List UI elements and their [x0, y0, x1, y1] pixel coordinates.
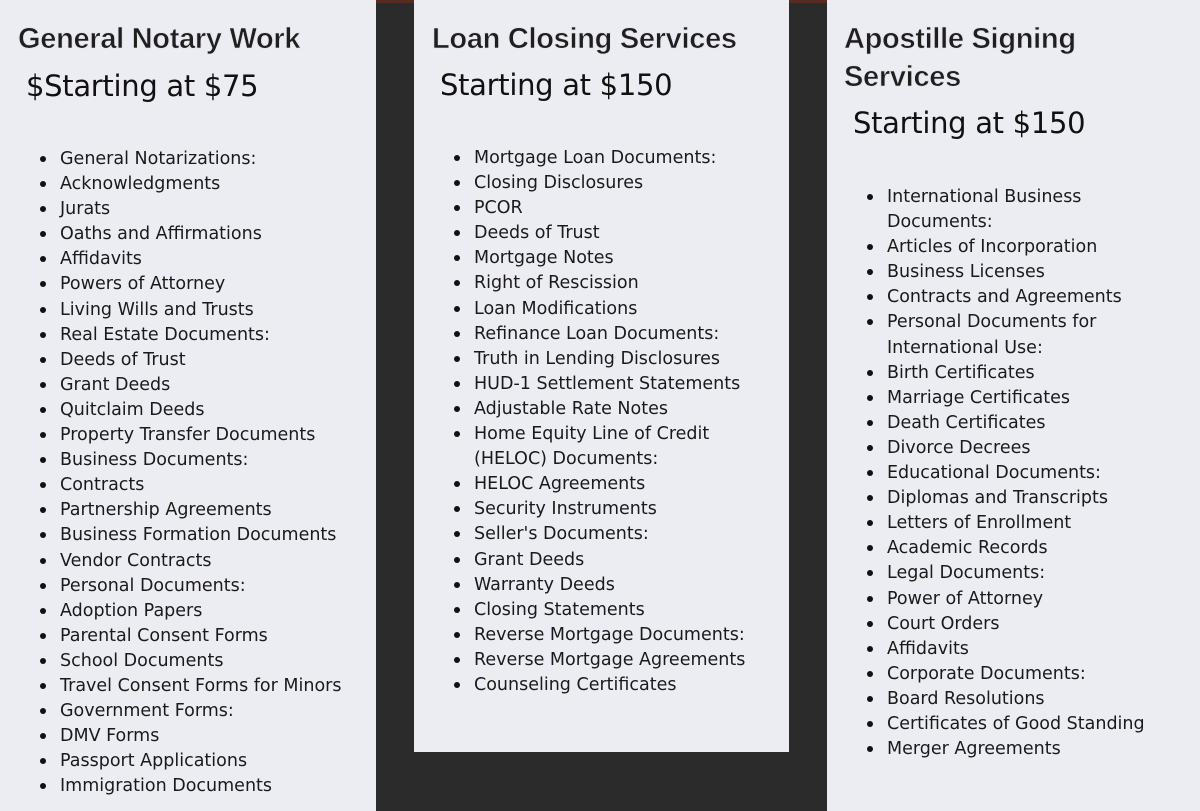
service-list-item: PCOR: [454, 196, 784, 221]
service-list-item: Passport Applications: [40, 749, 370, 774]
service-list-item: Court Orders: [867, 612, 1187, 637]
service-list-item: Oaths and Affirmations: [40, 222, 370, 247]
service-list-item: Refinance Loan Documents:: [454, 322, 784, 347]
service-list-item: Business Formation Documents: [40, 523, 370, 548]
service-list-item: Closing Statements: [454, 598, 784, 623]
service-list-item: Death Certificates: [867, 411, 1187, 436]
card-title: General Notary Work: [18, 23, 301, 55]
service-list-item: Loan Modifications: [454, 297, 784, 322]
service-list-item: Adoption Papers: [40, 599, 370, 624]
card-price: $Starting at $75: [26, 69, 259, 103]
service-list-item: Board Resolutions: [867, 687, 1187, 712]
service-list-item: Travel Consent Forms for Minors: [40, 674, 370, 699]
service-list-item: Counseling Certificates: [454, 673, 784, 698]
service-list-item: Business Licenses: [867, 260, 1187, 285]
service-list-item: General Notarizations:: [40, 147, 370, 172]
service-list-item: Parental Consent Forms: [40, 624, 370, 649]
service-list: [454, 146, 784, 698]
service-list-item: Contracts: [40, 473, 370, 498]
service-list-item: Warranty Deeds: [454, 573, 784, 598]
service-list-item: Legal Documents:: [867, 561, 1187, 586]
service-list-item: Reverse Mortgage Documents:: [454, 623, 784, 648]
card-title: Loan Closing Services: [432, 23, 737, 55]
service-list-item: Personal Documents:: [40, 574, 370, 599]
service-list-item: Home Equity Line of Credit (HELOC) Documents:: [454, 422, 784, 472]
service-list-item: Immigration Documents: [40, 774, 370, 799]
service-list-item: Adjustable Rate Notes: [454, 397, 784, 422]
service-list-item: Real Estate Documents:: [40, 323, 370, 348]
service-list-item: Right of Rescission: [454, 271, 784, 296]
service-list-item: Grant Deeds: [454, 548, 784, 573]
service-list-item: Government Forms:: [40, 699, 370, 724]
service-list-item: Deeds of Trust: [40, 348, 370, 373]
service-list-item: Power of Attorney: [867, 587, 1187, 612]
service-list-item: Deeds of Trust: [454, 221, 784, 246]
service-list-item: Mortgage Notes: [454, 246, 784, 271]
service-list-item: Vendor Contracts: [40, 549, 370, 574]
service-list-item: Powers of Attorney: [40, 272, 370, 297]
service-list-item: School Documents: [40, 649, 370, 674]
card-price: Starting at $150: [853, 106, 1086, 140]
service-list-item: International Business Documents:: [867, 185, 1187, 235]
service-list-item: Birth Certificates: [867, 361, 1187, 386]
card-title: Apostille Signing Services: [844, 23, 1076, 93]
service-list-item: Truth in Lending Disclosures: [454, 347, 784, 372]
service-list-item: Affidavits: [867, 637, 1187, 662]
pricing-card-apostille-signing: [827, 0, 1200, 811]
service-list-item: Living Wills and Trusts: [40, 298, 370, 323]
service-list-item: Personal Documents for International Use:: [867, 310, 1187, 360]
service-list-item: Jurats: [40, 197, 370, 222]
service-list-item: Corporate Documents:: [867, 662, 1187, 687]
service-list-item: Property Transfer Documents: [40, 423, 370, 448]
service-list-item: Divorce Decrees: [867, 436, 1187, 461]
service-list-item: Security Instruments: [454, 497, 784, 522]
service-list-item: Letters of Enrollment: [867, 511, 1187, 536]
service-list-item: Affidavits: [40, 247, 370, 272]
service-list-item: Merger Agreements: [867, 737, 1187, 762]
service-list-item: Seller's Documents:: [454, 522, 784, 547]
service-list-item: Academic Records: [867, 536, 1187, 561]
service-list-item: Articles of Incorporation: [867, 235, 1187, 260]
service-list-item: HUD-1 Settlement Statements: [454, 372, 784, 397]
service-list-item: Diplomas and Transcripts: [867, 486, 1187, 511]
service-list-item: Quitclaim Deeds: [40, 398, 370, 423]
pricing-card-general-notary: [0, 0, 376, 811]
service-list-item: Certificates of Good Standing: [867, 712, 1187, 737]
service-list-item: HELOC Agreements: [454, 472, 784, 497]
service-list-item: Reverse Mortgage Agreements: [454, 648, 784, 673]
service-list-item: Partnership Agreements: [40, 498, 370, 523]
service-list-item: Contracts and Agreements: [867, 285, 1187, 310]
service-list-item: DMV Forms: [40, 724, 370, 749]
service-list-item: Grant Deeds: [40, 373, 370, 398]
pricing-card-loan-closing: [414, 0, 789, 752]
service-list: [40, 147, 370, 799]
service-list-item: Educational Documents:: [867, 461, 1187, 486]
service-list-item: Closing Disclosures: [454, 171, 784, 196]
service-list-item: Mortgage Loan Documents:: [454, 146, 784, 171]
service-list: [867, 185, 1187, 762]
card-price: Starting at $150: [440, 68, 673, 102]
service-list-item: Acknowledgments: [40, 172, 370, 197]
service-list-item: Marriage Certificates: [867, 386, 1187, 411]
service-list-item: Business Documents:: [40, 448, 370, 473]
